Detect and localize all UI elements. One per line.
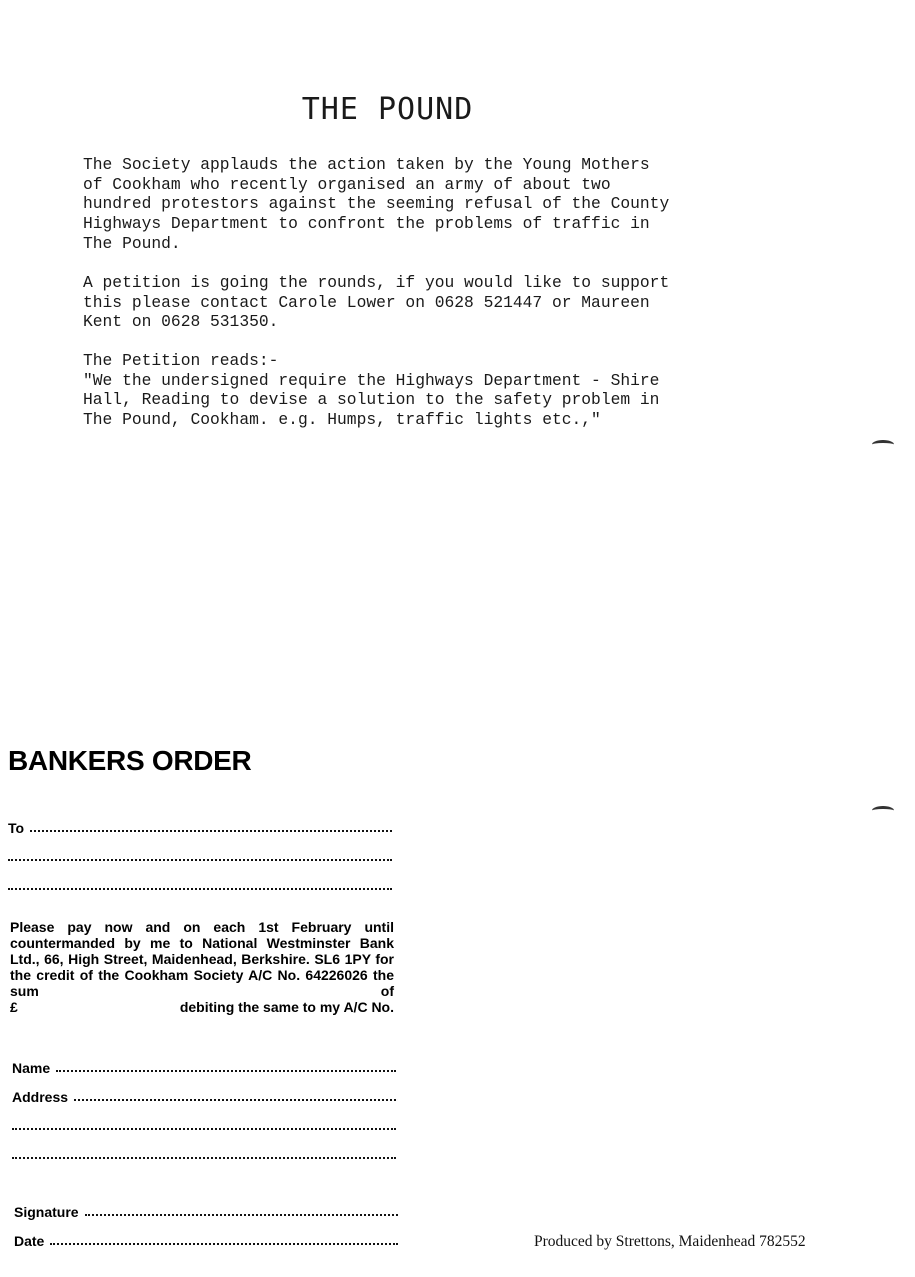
address-line-3[interactable] xyxy=(12,1145,396,1163)
debit-text: debiting the same to my A/C No. xyxy=(179,999,394,1015)
address-label: Address xyxy=(12,1089,69,1105)
article-paragraph-1: The Society applauds the action taken by the Young Mothers of Cookham who recently organised an army of about two hundred protestors against the seeming refusal of the County Highways Department to confront the problems of traffic in The Pound. xyxy=(83,155,670,253)
petition-text: The Petition reads:- "We the undersigned require the Highways Department - Shire Hall, Reading to devise a solution to the safety problem in The Pound, Cookham. e.g. Humps, traffic lights etc.," xyxy=(83,351,660,430)
scan-mark xyxy=(872,806,894,815)
to-field[interactable] xyxy=(8,818,392,836)
blank-line[interactable] xyxy=(8,859,392,861)
date-line[interactable] xyxy=(50,1243,398,1245)
signature-label: Signature xyxy=(14,1204,79,1220)
amount-row xyxy=(10,999,394,1015)
signature-field[interactable] xyxy=(14,1202,398,1220)
name-label: Name xyxy=(12,1060,51,1076)
date-label: Date xyxy=(14,1233,45,1249)
scan-mark xyxy=(872,440,894,449)
to-address-line-2[interactable] xyxy=(8,876,392,894)
blank-line[interactable] xyxy=(12,1157,396,1159)
signature-line[interactable] xyxy=(85,1214,398,1216)
date-field[interactable] xyxy=(14,1231,398,1249)
article-paragraph-2: A petition is going the rounds, if you would like to support this please contact Carole Lower on 0628 521447 or Maureen Kent on 0628 531350. xyxy=(83,273,670,332)
address-line[interactable] xyxy=(74,1099,396,1101)
bankers-order-title: BANKERS ORDER xyxy=(8,745,252,776)
blank-line[interactable] xyxy=(12,1128,396,1130)
address-line-2[interactable] xyxy=(12,1116,396,1134)
name-field[interactable] xyxy=(12,1058,396,1076)
blank-line[interactable] xyxy=(8,888,392,890)
to-line[interactable] xyxy=(30,830,392,832)
to-address-line-1[interactable] xyxy=(8,847,392,865)
currency-symbol: £ xyxy=(10,999,18,1015)
address-field[interactable] xyxy=(12,1087,396,1105)
order-instruction xyxy=(10,919,394,1015)
footer-credit: Produced by Strettons, Maidenhead 782552 xyxy=(534,1233,806,1250)
name-line[interactable] xyxy=(56,1070,396,1072)
instruction-text: Please pay now and on each 1st February until countermanded by me to National Westminster Bank Ltd., 66, High Street, Maidenhead, Berkshire. SL6 1PY for the credit of the Cookham Society A/C No. 64226026 the sum of xyxy=(10,919,394,999)
article-title: THE POUND xyxy=(301,92,474,127)
to-label: To xyxy=(8,820,25,836)
